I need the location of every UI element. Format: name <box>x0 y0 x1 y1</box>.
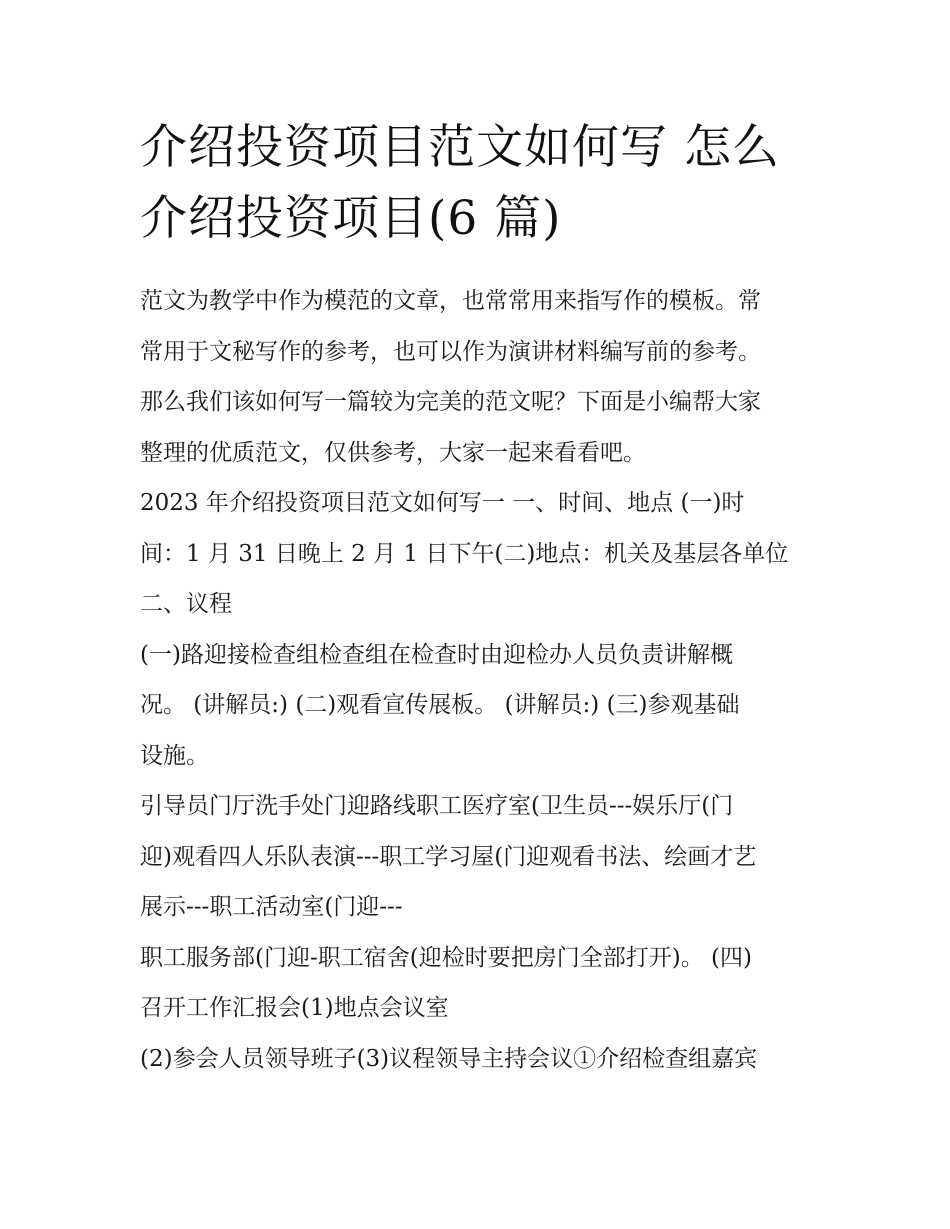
text-line: (一)路迎接检查组检查组在检查时由迎检办人员负责讲解概 <box>140 641 733 668</box>
text-line: 召开工作汇报会(1)地点会议室 <box>140 995 449 1021</box>
document-body <box>140 276 830 1084</box>
paragraph-agenda-one <box>140 630 830 782</box>
text-line: 那么我们该如何写一篇较为完美的范文呢？下面是小编帮大家 <box>140 389 761 415</box>
text-line: 常用于文秘写作的参考，也可以作为演讲材料编写前的参考。 <box>140 338 761 365</box>
text-line: 2023 年介绍投资项目范文如何写一 一、时间、地点 (一)时 <box>140 490 745 516</box>
title-line: 介绍投资项目范文如何写 怎么 <box>140 120 780 175</box>
paragraph-route <box>140 781 830 933</box>
document-title <box>140 112 840 254</box>
paragraph-meeting <box>140 1034 830 1085</box>
text-line: 设施。 <box>140 742 209 769</box>
paragraph-time-place <box>140 478 830 630</box>
paragraph-service <box>140 933 830 1034</box>
text-line: 展示---职工活动室(门迎--- <box>140 894 403 920</box>
text-line: 二、议程 <box>140 591 232 617</box>
text-line: 引导员门厅洗手处门迎路线职工医疗室(卫生员---娱乐厅(门 <box>140 793 734 819</box>
text-line: 间：1 月 31 日晚上 2 月 1 日下午(二)地点：机关及基层各单位 <box>140 540 789 567</box>
paragraph-intro <box>140 276 830 478</box>
text-line: 职工服务部(门迎-职工宿舍(迎检时要把房门全部打开)。 (四) <box>140 944 752 971</box>
text-line: 范文为教学中作为模范的文章，也常常用来指写作的模板。常 <box>140 288 761 314</box>
text-line: (2)参会人员领导班子(3)议程领导主持会议①介绍检查组嘉宾 <box>140 1045 758 1072</box>
text-line: 况。 (讲解员:) (二)观看宣传展板。 (讲解员:) (三)参观基础 <box>140 692 740 718</box>
text-line: 整理的优质范文，仅供参考，大家一起来看看吧。 <box>140 439 646 466</box>
title-line: 介绍投资项目(6 篇) <box>140 191 562 246</box>
text-line: 迎)观看四人乐队表演---职工学习屋(门迎观看书法、绘画才艺 <box>140 843 757 870</box>
